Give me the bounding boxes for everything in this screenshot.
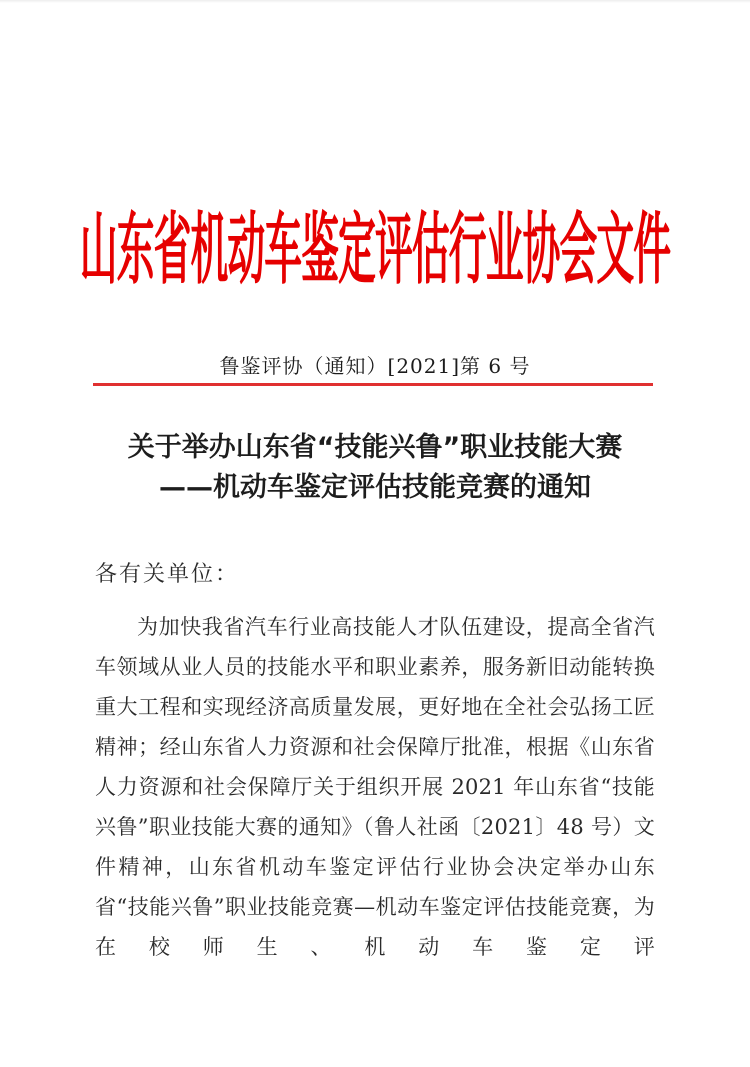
red-divider-rule (93, 383, 653, 386)
salutation: 各有关单位： (95, 562, 240, 587)
notice-title (0, 428, 750, 508)
page-top-edge (0, 0, 750, 3)
document-number: 鲁鉴评协（通知）[2021]第 6 号 (219, 354, 531, 378)
body-paragraph: 为加快我省汽车行业高技能人才队伍建设，提高全省汽车领域从业人员的技能水平和职业素养，服务新旧动能转换重大工程和实现经济高质量发展，更好地在全社会弘扬工匠精神；经山东省人力资源和社会保障厅批准，根据《山东省人力资源和社会保障厅关于组织开展 2021 年山东省“技能兴鲁”职业技能大赛的通知》（鲁人社函〔2021〕48 号）文件精神，山东省机动车鉴定评估行业协会决定举办山东省“技能兴鲁”职业技能竞赛—机动车鉴定评估技能竞赛，为在校师生、机动车鉴定评 (95, 615, 655, 959)
letterhead-org-title: 山东省机动车鉴定评估行业协会文件 (79, 203, 671, 295)
letterhead (0, 203, 750, 295)
notice-title-line2: ——机动车鉴定评估技能竞赛的通知 (159, 472, 591, 503)
notice-title-line1: 关于举办山东省“技能兴鲁”职业技能大赛 (127, 432, 623, 463)
